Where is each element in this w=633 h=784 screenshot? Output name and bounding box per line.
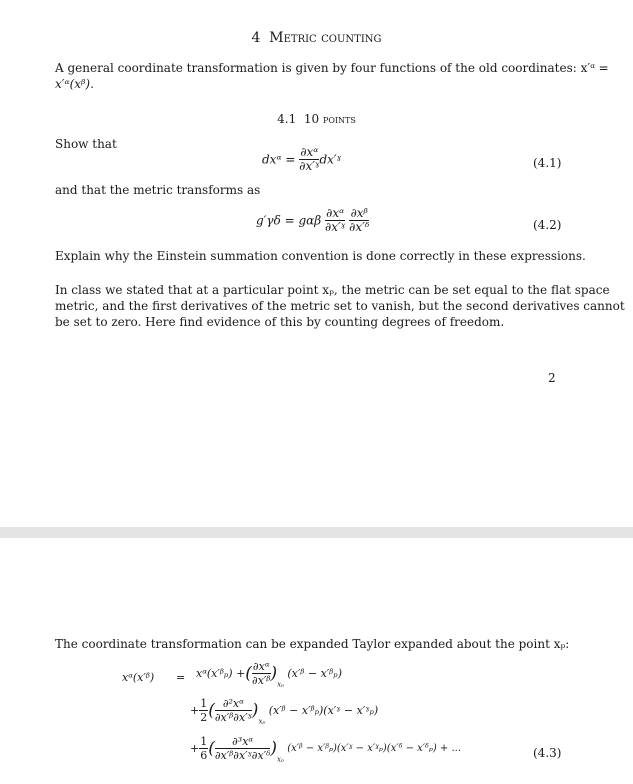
term1-eval-point: xₚ	[277, 680, 284, 689]
term3-eval-point: xₚ	[277, 755, 284, 764]
eq2-denominator-1: ∂x′ˠ	[325, 220, 346, 234]
term2-coefficient	[199, 697, 208, 724]
term2-coef-num: 1	[200, 697, 208, 710]
term2-rest: (x′ᵝ − x′ᵝₚ)(x′ˠ − x′ˠₚ)	[268, 704, 379, 717]
taylor-term-2	[190, 697, 378, 726]
intro-line-1: A general coordinate transformation is given by four functions of the old coordinates: x′ᵅ =	[55, 61, 609, 75]
eq2-fraction-2	[349, 207, 369, 234]
page-separator	[0, 527, 633, 538]
term3-coefficient	[199, 735, 208, 762]
term2-fraction	[215, 697, 252, 724]
eq2-number: (4.2)	[533, 218, 562, 232]
eq3-number: (4.3)	[533, 746, 562, 760]
term2-numerator: ∂²xᵅ	[215, 697, 252, 711]
taylor-term-3	[190, 735, 461, 764]
subsection-number: 4.1	[277, 112, 297, 126]
eq2-fraction-1	[325, 207, 345, 234]
term1-rest: (x′ᵝ − x′ᵝₚ)	[287, 667, 342, 680]
eq2-denominator-2: ∂x′ᵟ	[349, 220, 370, 234]
eq1-rhs: dx′ˠ	[319, 152, 342, 167]
and-that-text: and that the metric transforms as	[55, 183, 261, 197]
term2-plus: +	[190, 704, 200, 717]
term3-denominator: ∂x′ᵝ∂x′ˠ∂x′ᵟ	[214, 749, 271, 762]
term3-numerator: ∂³xᵅ	[215, 735, 271, 749]
section-number: 4	[251, 30, 261, 46]
eq1-fraction	[299, 146, 319, 173]
section-heading	[0, 30, 633, 46]
term3-coef-den: 6	[200, 749, 208, 762]
term3-plus: +	[190, 742, 200, 755]
eq2-lhs: g′γδ = gαβ	[256, 213, 322, 228]
paren-open-2: (	[208, 700, 215, 721]
section-title: Metric counting	[269, 30, 382, 46]
equation-4-2	[256, 207, 369, 234]
paren-close-1: )	[270, 663, 278, 684]
eq1-lhs: dxᵅ =	[262, 152, 296, 167]
show-that-label: Show that	[55, 137, 117, 151]
paren-open-1: (	[245, 663, 252, 684]
paren-open-3: (	[208, 738, 215, 759]
eq1-numerator: ∂xᵅ	[300, 145, 319, 159]
paren-close-3: )	[270, 738, 277, 759]
term2-denominator: ∂x′ᵝ∂x′ˠ	[214, 711, 252, 724]
term1-start: xᵅ(x′ᵝₚ) +	[196, 667, 246, 680]
page-number: 2	[548, 371, 556, 385]
taylor-intro: The coordinate transformation can be expanded Taylor expanded about the point xₚ:	[55, 637, 570, 651]
explain-text: Explain why the Einstein summation convention is done correctly in these expressions.	[55, 249, 586, 263]
taylor-equals: =	[176, 671, 186, 684]
eq1-denominator: ∂x′ˠ	[299, 159, 320, 173]
para-line-1: In class we stated that at a particular point xₚ, the metric can be set equal to the flat space	[55, 283, 610, 297]
taylor-lhs: xᵅ(x′ᵝ)	[122, 671, 155, 684]
term1-fraction	[252, 660, 271, 687]
eq2-numerator-1: ∂xᵅ	[326, 206, 345, 220]
term2-coef-den: 2	[200, 711, 208, 724]
term1-denominator: ∂x′ᵝ	[252, 674, 271, 687]
paren-close-2: )	[251, 700, 259, 721]
term3-coef-num: 1	[200, 735, 208, 748]
term1-numerator: ∂xᵅ	[252, 660, 270, 673]
eq2-numerator-2: ∂xᵝ	[350, 206, 368, 220]
term3-fraction	[215, 735, 271, 762]
equation-4-1	[262, 146, 341, 173]
subsection-heading	[0, 112, 633, 126]
term3-rest: (x′ᵝ − x′ᵝₚ)(x′ˠ − x′ˠₚ)(x′ᵟ − x′ᵟₚ) + ...	[287, 743, 461, 754]
term2-eval-point: xₚ	[258, 717, 266, 726]
para-line-3: be set to zero. Here find evidence of this by counting degrees of freedom.	[55, 315, 505, 329]
taylor-term-1	[196, 660, 342, 689]
intro-line-2: x′ᵅ(xᵝ).	[55, 77, 94, 91]
eq1-number: (4.1)	[533, 156, 562, 170]
subsection-title: 10 points	[303, 112, 356, 126]
para-line-2: metric, and the first derivatives of the metric set to vanish, but the second derivatives cannot	[55, 299, 625, 313]
page-2	[0, 538, 633, 784]
